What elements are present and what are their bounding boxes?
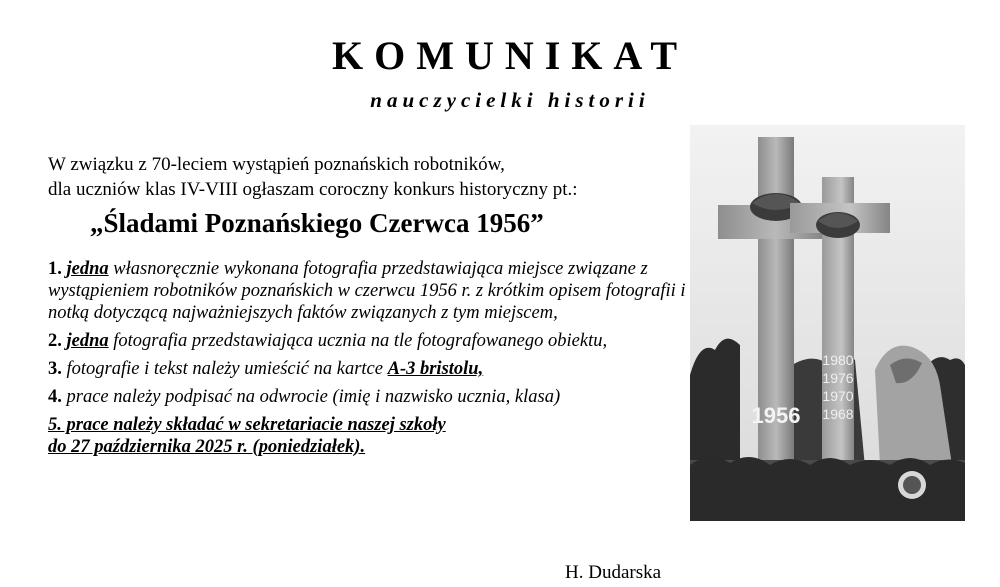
rule-text: własnoręcznie wykonana fotografia przedstawiająca miejsce związane z wystąpieniem robotników poznańskich w czerwcu 1956 r. z krótkim opisem fotografii i notką dotyczącą najważniejszych faktów związanych z tym miejscem, [48,259,686,323]
intro-line-1: W związku z 70-leciem wystąpień poznańskich robotników, [48,154,505,175]
rule-number: 2. [48,331,62,351]
rule-item-1 [48,258,688,324]
rule-item-5-deadline [48,414,688,458]
rule-number: 1. [48,259,62,279]
cross-left [758,137,794,482]
page-title: KOMUNIKAT [331,33,689,78]
page-subtitle: nauczycielki historii [370,88,650,112]
rule-item-4 [48,386,688,408]
rule-item-2 [48,330,688,352]
monument-year: 1976 [822,370,854,386]
rule-text: fotografia przedstawiająca ucznia na tle fotografowanego obiektu, [108,331,608,351]
rule-text: prace należy podpisać na odwrocie (imię i nazwisko ucznia, klasa) [66,387,561,407]
rule-emphasis: jedna [66,259,109,279]
monument-year-1956: 1956 [751,403,801,428]
monument-photo [690,125,965,521]
signature: H. Dudarska [565,562,662,583]
rule-number: 4. [48,387,62,407]
rule-emphasis: A-3 bristolu, [387,359,484,379]
monument-year: 1980 [822,352,854,368]
deadline-line-2: do 27 października 2025 r. (poniedziałek). [48,437,366,457]
rule-item-3 [48,358,688,380]
contest-title: „Śladami Poznańskiego Czerwca 1956” [90,208,544,238]
monument-year: 1970 [822,388,854,404]
intro-text [48,152,578,202]
rule-emphasis: jedna [66,331,109,351]
rule-number: 3. [48,359,62,379]
rules-list [48,258,688,464]
monument-year: 1968 [822,406,854,422]
rule-text: fotografie i tekst należy umieścić na kartce [66,359,388,379]
deadline-line-1: 5. prace należy składać w sekretariacie naszej szkoły [48,415,446,435]
intro-line-2: dla uczniów klas IV-VIII ogłaszam coroczny konkurs historyczny pt.: [48,179,578,200]
